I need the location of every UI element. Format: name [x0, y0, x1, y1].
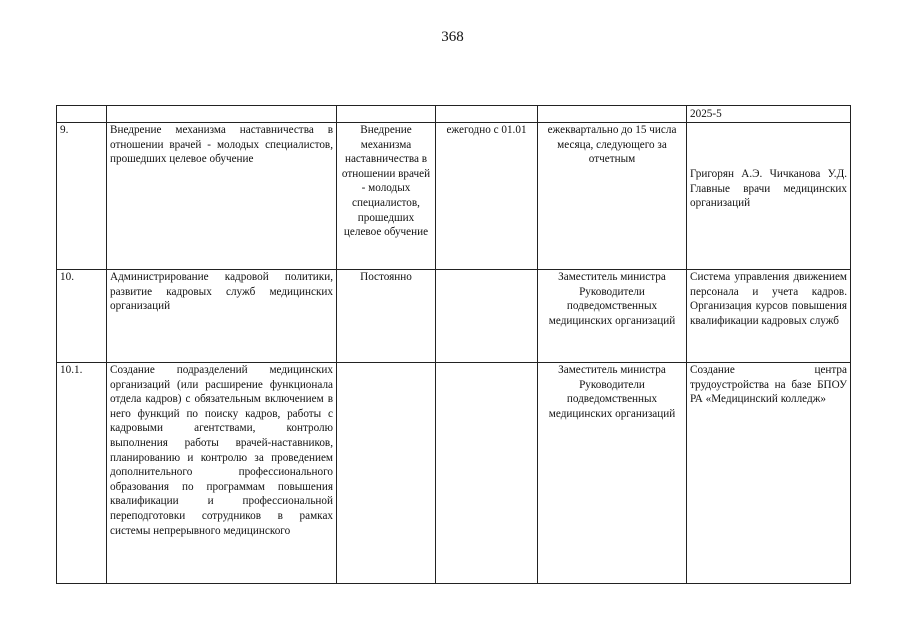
reporting-cell: Заместитель министра Руководители подведомственных медицинских организаций	[538, 270, 687, 363]
table-row	[57, 363, 851, 584]
row-number: 10.1.	[57, 363, 107, 584]
table-row	[57, 270, 851, 363]
table-cell	[538, 106, 687, 123]
activity-cell: Внедрение механизма наставничества в отношении врачей - молодых специалистов, прошедших целевое обучение	[107, 123, 337, 270]
responsible-text: Григорян А.Э. Чичканова У.Д. Главные врачи медицинских организаций	[690, 168, 847, 210]
table-cell	[337, 106, 436, 123]
table-cell	[107, 106, 337, 123]
responsible-cell: Система управления движением персонала и учета кадров. Организация курсов повышения квалификации кадровых служб	[687, 270, 851, 363]
term-cell: ежегодно с 01.01	[436, 123, 538, 270]
plan-table	[56, 105, 851, 584]
table-row	[57, 123, 851, 270]
result-cell: Внедрение механизма наставничества в отношении врачей - молодых специалистов, прошедших целевое обучение	[337, 123, 436, 270]
table-cell	[436, 106, 538, 123]
table-row	[57, 106, 851, 123]
responsible-cell: Создание центра трудоустройства на базе БПОУ РА «Медицинский колледж»	[687, 363, 851, 584]
term-cell	[436, 363, 538, 584]
activity-cell: Создание подразделений медицинских организаций (или расширение функционала отдела кадров) с обязательным включением в него функций по поиску кадров, работы с кадровыми агентствами, контролю выполнения работы врачей-наставников, планированию и контролю за проведением дополнительного профессионального образования по программам повышения квалификации и профессиональной переподготовки сотрудников в рамках системы непрерывного медицинского	[107, 363, 337, 584]
result-cell	[337, 363, 436, 584]
reporting-cell: ежеквартально до 15 числа месяца, следующего за отчетным	[538, 123, 687, 270]
reporting-cell: Заместитель министра Руководители подведомственных медицинских организаций	[538, 363, 687, 584]
row-number: 9.	[57, 123, 107, 270]
activity-cell: Администрирование кадровой политики, развитие кадровых служб медицинских организаций	[107, 270, 337, 363]
responsible-cell	[687, 123, 851, 270]
responsible-cell: 2025-5	[687, 106, 851, 123]
row-number: 10.	[57, 270, 107, 363]
page-number: 368	[441, 29, 464, 45]
table-cell	[57, 106, 107, 123]
term-cell	[436, 270, 538, 363]
result-cell: Постоянно	[337, 270, 436, 363]
